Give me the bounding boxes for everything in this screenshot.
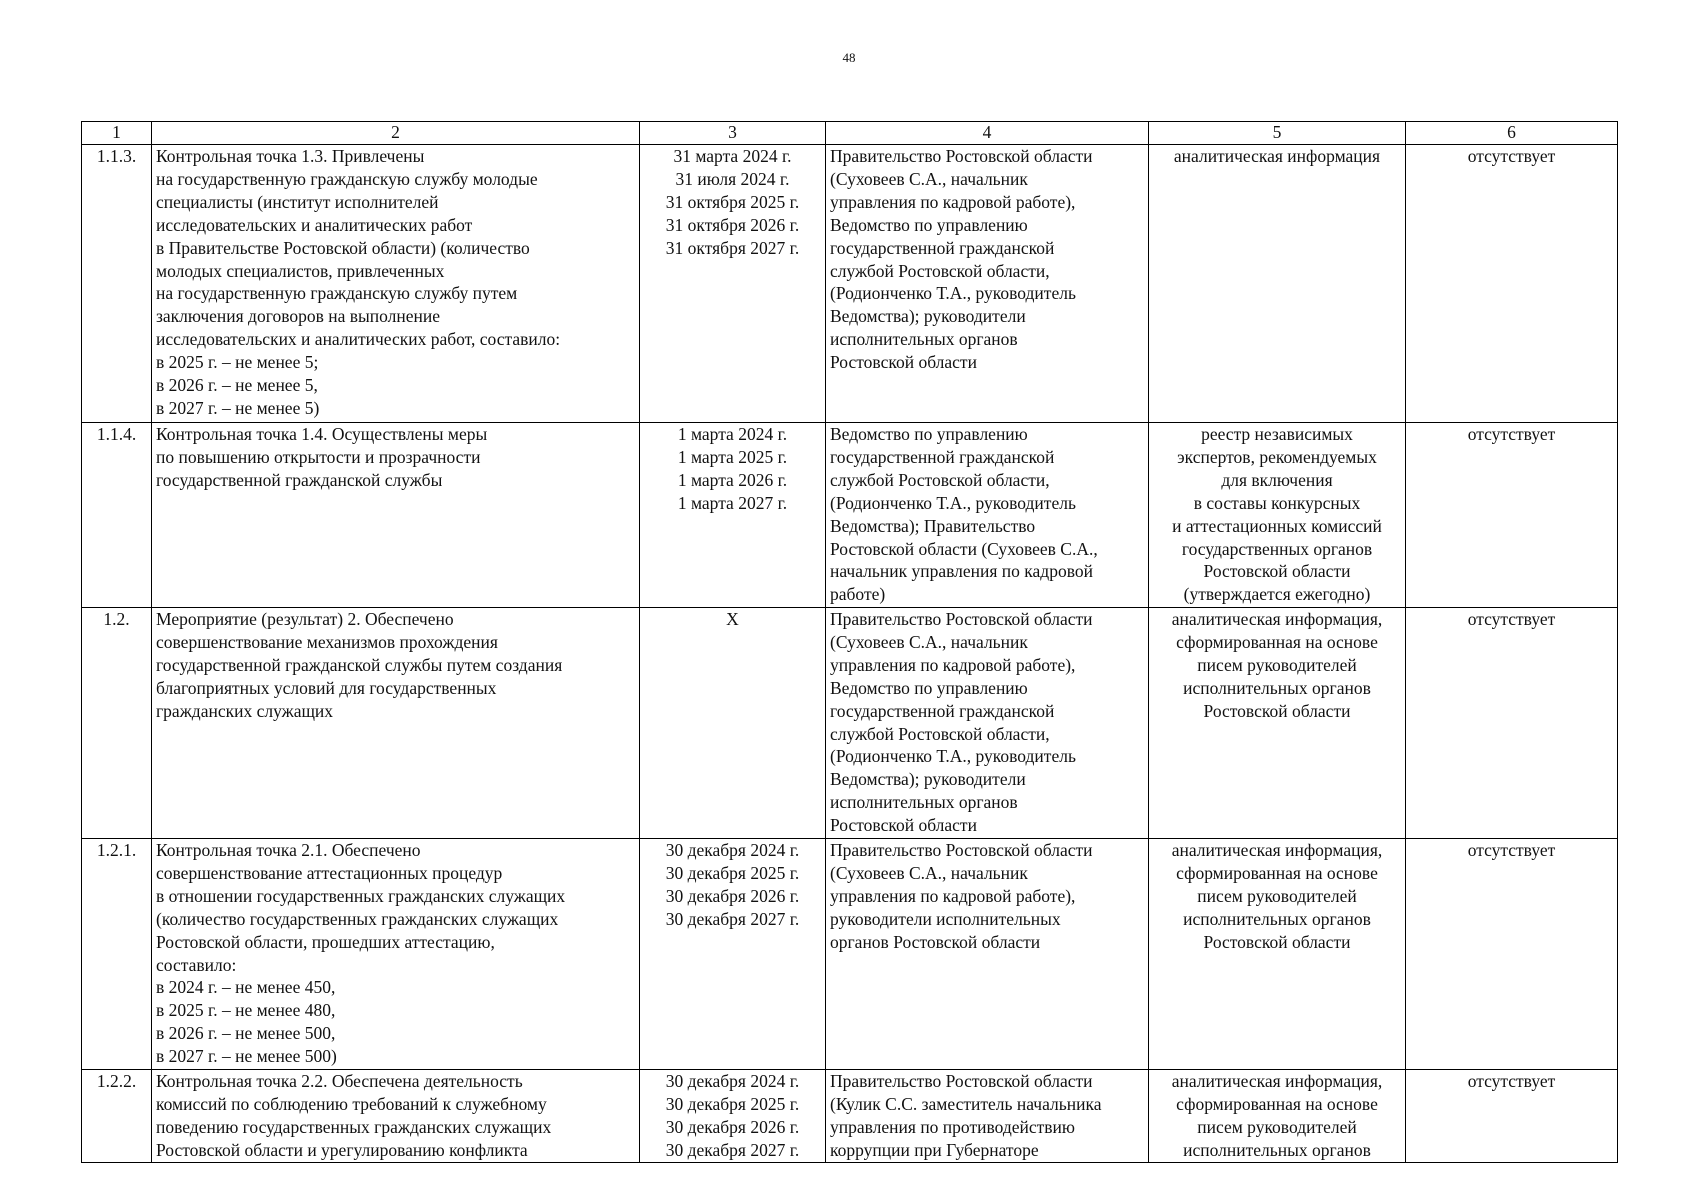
table-row xyxy=(82,423,1618,608)
column-header: 6 xyxy=(1406,122,1618,145)
row-number: 1.2.1. xyxy=(82,839,152,1070)
table-row xyxy=(82,1070,1618,1163)
row-document: аналитическая информация, сформированная на основе писем руководителей исполнительных органов Ростовской области xyxy=(1149,839,1406,1070)
row-responsible: Ведомство по управлению государственной гражданской службой Ростовской области, (Родионченко Т.А., руководитель Ведомства); Правительство Ростовской области (Суховеев С.А., начальник управления по кадровой работе) xyxy=(826,423,1149,608)
row-description: Контрольная точка 2.1. Обеспечено совершенствование аттестационных процедур в отношении государственных гражданских служащих (количество государственных гражданских служащих Ростовской области, прошедших аттестацию, составило: в 2024 г. – не менее 450, в 2025 г. – не менее 480, в 2026 г. – не менее 500, в 2027 г. – не менее 500) xyxy=(152,839,640,1070)
row-description: Контрольная точка 1.4. Осуществлены меры по повышению открытости и прозрачности государственной гражданской службы xyxy=(152,423,640,608)
row-document: аналитическая информация, сформированная на основе писем руководителей исполнительных органов Ростовской области xyxy=(1149,608,1406,839)
row-note: отсутствует xyxy=(1406,608,1618,839)
row-number: 1.1.4. xyxy=(82,423,152,608)
row-document: аналитическая информация xyxy=(1149,145,1406,423)
column-header: 2 xyxy=(152,122,640,145)
row-responsible: Правительство Ростовской области (Кулик С.С. заместитель начальника управления по противодействию коррупции при Губернаторе xyxy=(826,1070,1149,1163)
row-note: отсутствует xyxy=(1406,839,1618,1070)
row-dates: 30 декабря 2024 г. 30 декабря 2025 г. 30 декабря 2026 г. 30 декабря 2027 г. xyxy=(640,839,826,1070)
column-header: 3 xyxy=(640,122,826,145)
row-number: 1.1.3. xyxy=(82,145,152,423)
column-header: 5 xyxy=(1149,122,1406,145)
row-dates: 1 марта 2024 г. 1 марта 2025 г. 1 марта 2026 г. 1 марта 2027 г. xyxy=(640,423,826,608)
table-header-row xyxy=(82,122,1618,145)
table-row xyxy=(82,145,1618,423)
row-responsible: Правительство Ростовской области (Суховеев С.А., начальник управления по кадровой работе), руководители исполнительных органов Ростовской области xyxy=(826,839,1149,1070)
column-header: 1 xyxy=(82,122,152,145)
row-number: 1.2.2. xyxy=(82,1070,152,1163)
row-document: аналитическая информация, сформированная на основе писем руководителей исполнительных органов xyxy=(1149,1070,1406,1163)
row-description: Мероприятие (результат) 2. Обеспечено совершенствование механизмов прохождения государственной гражданской службы путем создания благоприятных условий для государственных гражданских служащих xyxy=(152,608,640,839)
page-number: 48 xyxy=(842,50,856,65)
row-number: 1.2. xyxy=(82,608,152,839)
table-row xyxy=(82,608,1618,839)
row-note: отсутствует xyxy=(1406,1070,1618,1163)
row-responsible: Правительство Ростовской области (Суховеев С.А., начальник управления по кадровой работе), Ведомство по управлению государственной гражданской службой Ростовской области, (Родионченко Т.А., руководитель Ведомства); руководители исполнительных органов Ростовской области xyxy=(826,145,1149,423)
row-description: Контрольная точка 1.3. Привлечены на государственную гражданскую службу молодые специалисты (институт исполнителей исследовательских и аналитических работ в Правительстве Ростовской области) (количество молодых специалистов, привлеченных на государственную гражданскую службу путем заключения договоров на выполнение исследовательских и аналитических работ, составило: в 2025 г. – не менее 5; в 2026 г. – не менее 5, в 2027 г. – не менее 5) xyxy=(152,145,640,423)
row-note: отсутствует xyxy=(1406,145,1618,423)
row-document: реестр независимых экспертов, рекомендуемых для включения в составы конкурсных и аттестационных комиссий государственных органов Ростовской области (утверждается ежегодно) xyxy=(1149,423,1406,608)
row-dates: 31 марта 2024 г. 31 июля 2024 г. 31 октября 2025 г. 31 октября 2026 г. 31 октября 2027 г. xyxy=(640,145,826,423)
row-note: отсутствует xyxy=(1406,423,1618,608)
document-table xyxy=(81,121,1618,1163)
row-dates: 30 декабря 2024 г. 30 декабря 2025 г. 30 декабря 2026 г. 30 декабря 2027 г. xyxy=(640,1070,826,1163)
row-responsible: Правительство Ростовской области (Суховеев С.А., начальник управления по кадровой работе), Ведомство по управлению государственной гражданской службой Ростовской области, (Родионченко Т.А., руководитель Ведомства); руководители исполнительных органов Ростовской области xyxy=(826,608,1149,839)
column-header: 4 xyxy=(826,122,1149,145)
table-row xyxy=(82,839,1618,1070)
row-description: Контрольная точка 2.2. Обеспечена деятельность комиссий по соблюдению требований к служебному поведению государственных гражданских служащих Ростовской области и урегулированию конфликта xyxy=(152,1070,640,1163)
row-dates: Х xyxy=(640,608,826,839)
